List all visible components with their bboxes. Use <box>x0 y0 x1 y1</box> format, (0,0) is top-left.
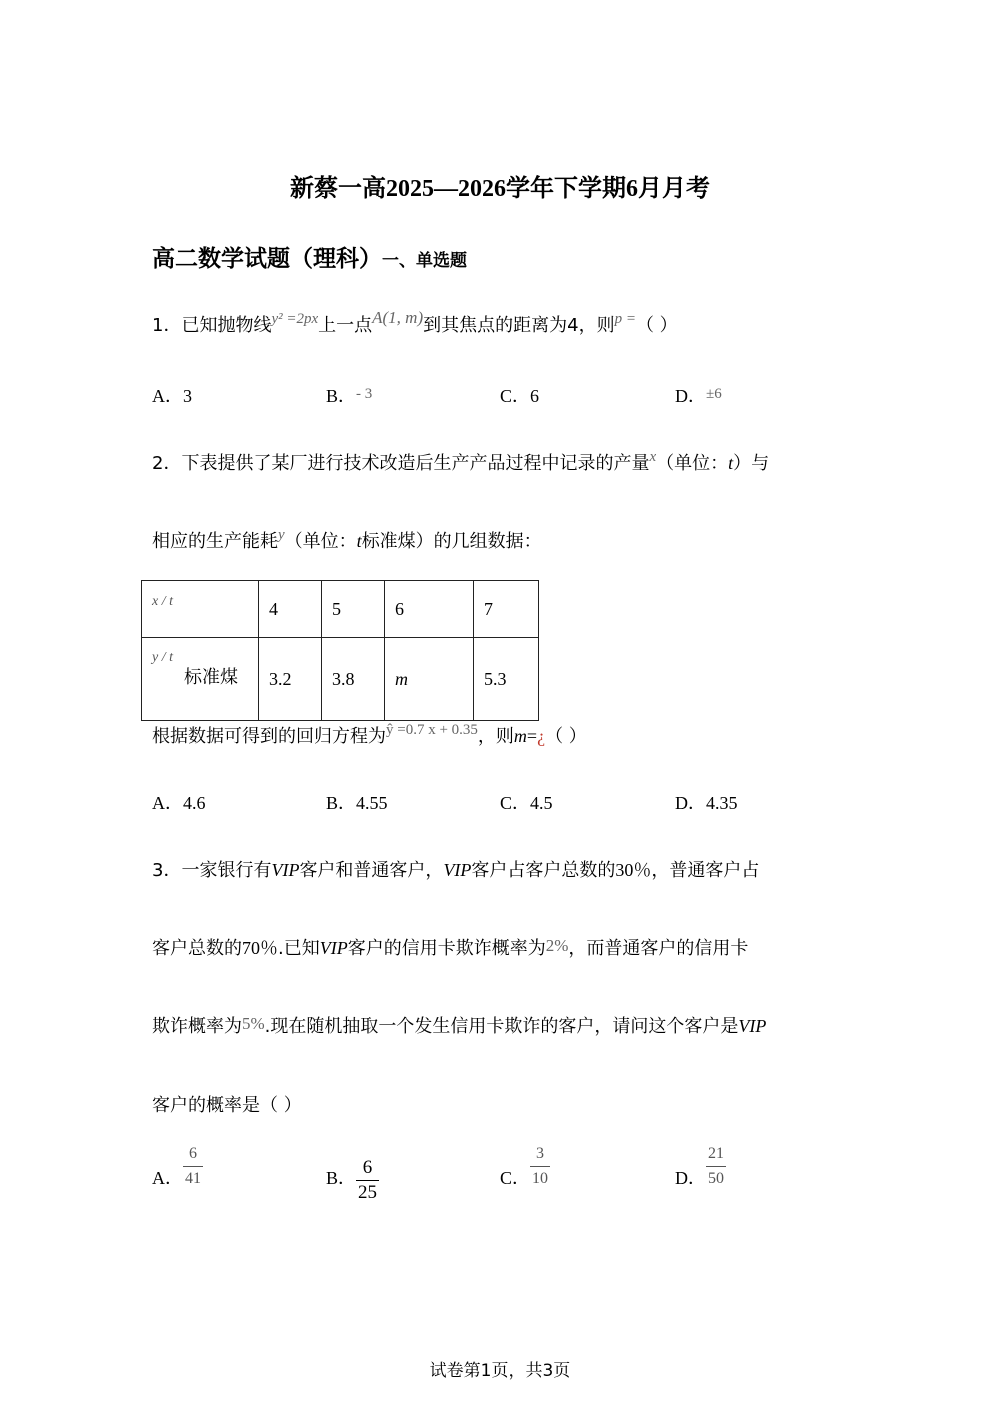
q1-text-1: 1．已知抛物线 <box>152 315 272 336</box>
question-3-stem-line-3: 欺诈概率为5%.现在随机抽取一个发生信用卡欺诈的客户，请问这个客户是VIP <box>152 1014 767 1037</box>
q1-option-a[interactable]: A．3 <box>152 386 192 406</box>
question-1-stem <box>152 308 678 339</box>
table-row <box>142 581 539 638</box>
question-3-stem-line-4: 客户的概率是（ ） <box>152 1095 302 1116</box>
table-header-cell: x / t <box>142 581 259 638</box>
q2-option-b[interactable]: B．4.55 <box>326 793 388 813</box>
question-2-stem-line-1: 2．下表提供了某厂进行技术改造后生产产品过程中记录的产量$^x$（单位：t）与 <box>152 449 770 474</box>
fraction: $\frac{21}{50}$ <box>708 1144 724 1187</box>
table-cell: m <box>385 638 474 721</box>
q1-option-c[interactable]: C．6 <box>500 386 540 406</box>
fraction: $\frac{3}{10}$ <box>532 1144 549 1187</box>
table-cell: 6 <box>385 581 474 638</box>
q3-option-d[interactable]: D． $\frac{21}{50}$ <box>675 1148 726 1208</box>
table-cell: 7 <box>474 581 539 638</box>
q3-option-b[interactable]: B． $\frac{6}{25}$ <box>326 1156 378 1203</box>
q1-point-formula: A(1, m) <box>372 308 424 327</box>
q2-option-d[interactable]: D．4.35 <box>675 793 738 813</box>
page-footer: 试卷第1页，共3页 <box>429 1361 571 1381</box>
q1-text-2: 上一点 <box>318 315 373 336</box>
exam-title: 新蔡一高2025—2026学年下学期6月月考 <box>290 176 710 202</box>
section-heading: 一、单选题 <box>382 251 467 271</box>
fraction: $\frac{6}{25}$ <box>358 1156 378 1203</box>
question-2-stem-line-3: 根据数据可得到的回归方程为$^{ŷ =0.7 x + 0.35}$，则m=¿（ ） <box>152 722 587 747</box>
subtitle-text: 高二数学试题（理科） <box>152 246 382 272</box>
question-2-stem-line-2: 相应的生产能耗$^y$（单位：t标准煤）的几组数据： <box>152 527 542 552</box>
q1-p-formula: p = <box>614 311 636 327</box>
q1-option-d[interactable]: D．$^{\pm 6}$ <box>675 386 722 406</box>
q1-text-4: （ ） <box>635 315 678 336</box>
q3-option-a[interactable]: A． $\frac{6}{41}$ <box>152 1148 203 1208</box>
table-cell: 4 <box>259 581 322 638</box>
question-3-stem-line-2: 客户总数的70％.已知VIP客户的信用卡欺诈概率为2%，而普通客户的信用卡 <box>152 936 749 959</box>
table-cell: 5.3 <box>474 638 539 721</box>
table-cell: 3.8 <box>322 638 385 721</box>
production-data-table <box>141 580 539 721</box>
fraction: $\frac{6}{41}$ <box>185 1144 201 1187</box>
q3-option-c[interactable]: C． $\frac{3}{10}$ <box>500 1148 550 1208</box>
table-row <box>142 638 539 721</box>
q1-option-b[interactable]: B．$^{- 3}$ <box>326 386 373 406</box>
table-cell: 5 <box>322 581 385 638</box>
q2-option-c[interactable]: C．4.5 <box>500 793 553 813</box>
table-header-cell: y / t 标准煤 <box>142 638 259 721</box>
exam-subtitle <box>152 240 467 273</box>
q2-option-a[interactable]: A．4.6 <box>152 793 206 813</box>
regression-formula: ŷ =0.7 x + 0.35 <box>386 722 478 738</box>
table-cell: 3.2 <box>259 638 322 721</box>
question-3-stem-line-1: 3．一家银行有VIP客户和普通客户，VIP客户占客户总数的30％，普通客户占 <box>152 860 760 881</box>
q1-parabola-formula: y² =2px <box>271 311 319 327</box>
q1-text-3: 到其焦点的距离为4，则 <box>423 315 615 336</box>
